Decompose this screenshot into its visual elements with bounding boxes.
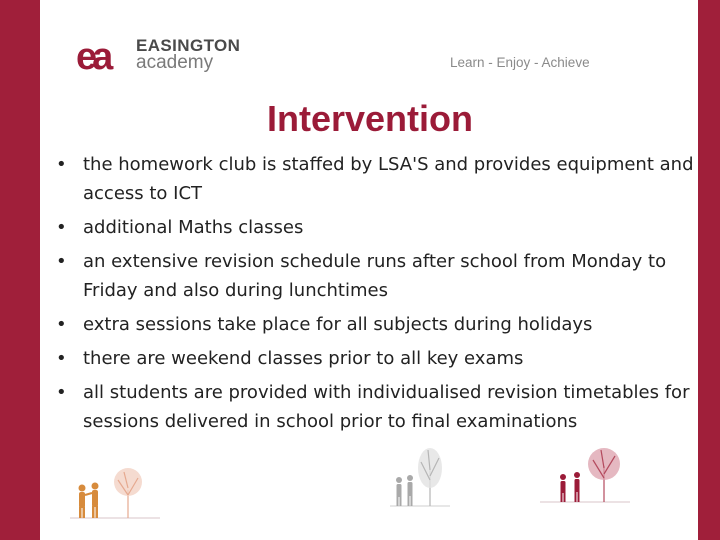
tree-icon-right (588, 448, 620, 502)
tagline: Learn - Enjoy - Achieve (450, 55, 590, 70)
tree-icon-middle (418, 448, 442, 506)
bullet-item: • there are weekend classes prior to all key exams (56, 348, 524, 369)
logo-subtitle: academy (136, 52, 214, 73)
footer-illustration (0, 440, 720, 540)
bullet-list (56, 150, 696, 441)
logo-mark-text: ea (76, 36, 109, 76)
tree-icon-left (114, 468, 142, 518)
academy-logo (76, 36, 246, 76)
logo-name: EASINGTON (136, 36, 241, 55)
bullet-item: • the homework club is staffed by LSA'S and provides equipment and access to ICT (56, 154, 694, 204)
people-icon-middle (396, 475, 413, 506)
bullet-item: • all students are provided with individualised revision timetables for sessions delivered in school prior to final examinations (56, 382, 690, 432)
ea-logo-mark (76, 36, 122, 76)
people-icon-right (560, 472, 580, 502)
bullet-item: • additional Maths classes (56, 217, 304, 238)
people-icon-left (79, 483, 99, 519)
bullet-item: • extra sessions take place for all subjects during holidays (56, 314, 593, 335)
slide-title: Intervention (266, 98, 473, 139)
bullet-item: • an extensive revision schedule runs after school from Monday to Friday and also during lunchtimes (56, 251, 667, 301)
